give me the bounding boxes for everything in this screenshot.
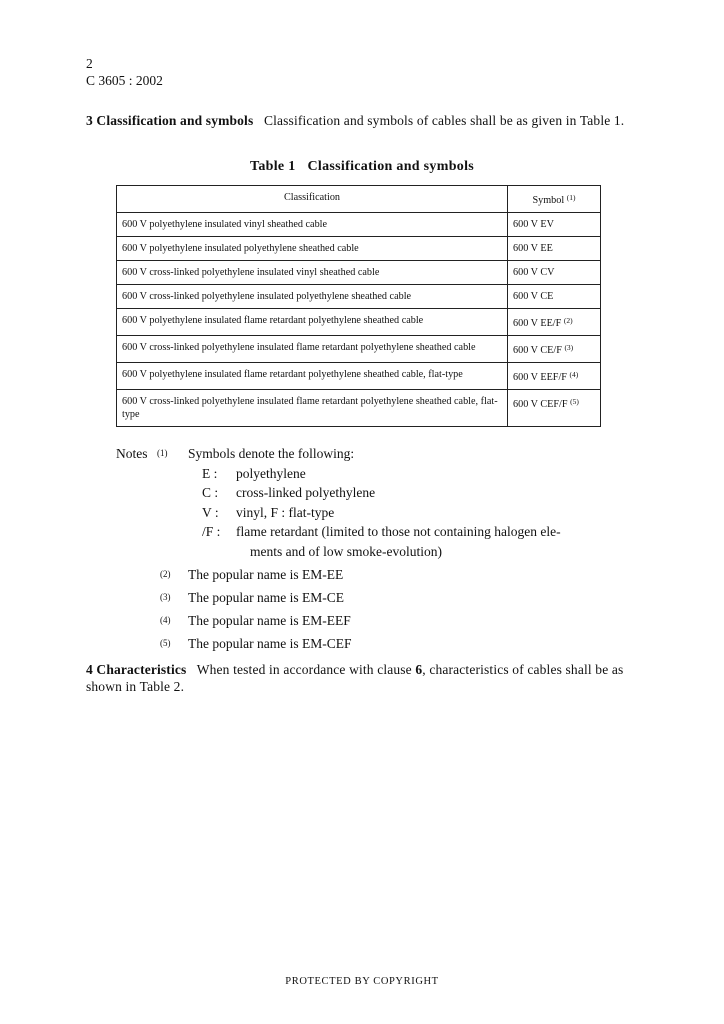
table-1-caption	[0, 159, 724, 175]
section-4-body-before: When tested in accordance with clause	[196, 662, 412, 677]
table-notes	[116, 444, 636, 657]
table-row	[117, 363, 601, 390]
symbol-definition	[116, 503, 636, 523]
footnote	[116, 588, 636, 611]
table-row	[117, 261, 601, 285]
header-classification: Classification	[117, 186, 508, 213]
section-3	[86, 112, 634, 129]
section-4-title: 4 Characteristics	[86, 662, 187, 677]
symbol-value-line-2: ments and of low smoke-evolution)	[250, 543, 442, 559]
page-number: 2	[86, 56, 93, 71]
footnote-mark: (5)	[160, 638, 171, 648]
standard-code: C 3605 : 2002	[86, 73, 163, 88]
table-row	[117, 309, 601, 336]
symbol-text: 600 V EV	[513, 219, 554, 230]
copyright-footer: PROTECTED BY COPYRIGHT	[285, 976, 439, 987]
notes-label: Notes	[116, 446, 148, 461]
symbol-cell	[508, 363, 601, 390]
symbol-cell	[508, 213, 601, 237]
symbol-cell	[508, 309, 601, 336]
notes-intro: Symbols denote the following:	[188, 446, 355, 461]
table-row	[117, 285, 601, 309]
footnote	[116, 565, 636, 588]
classification-cell: 600 V cross-linked polyethylene insulated flame retardant polyethylene sheathed cable	[117, 336, 508, 363]
section-4-body-after: , characteristics of cables shall be as shown in Table 2.	[86, 662, 624, 694]
symbol-text: 600 V EEF/F	[513, 372, 567, 383]
footnote-text: The popular name is EM-CE	[188, 590, 344, 605]
table-1-number: Table 1	[249, 159, 296, 174]
symbol-value-line-1: flame retardant (limited to those not containing halogen ele-	[236, 524, 561, 539]
header-symbol-note: (1)	[566, 193, 576, 202]
footnote	[116, 611, 636, 634]
section-3-title: 3 Classification and symbols	[86, 113, 254, 128]
symbol-cell	[508, 336, 601, 363]
symbol-footnote-mark: (3)	[564, 343, 574, 352]
footnote-mark: (2)	[160, 569, 171, 579]
footnote	[116, 634, 636, 657]
symbol-value: polyethylene	[236, 465, 306, 481]
notes-label-number: (1)	[157, 448, 168, 458]
classification-cell: 600 V cross-linked polyethylene insulated vinyl sheathed cable	[117, 261, 508, 285]
symbol-footnote-mark: (4)	[569, 370, 579, 379]
section-3-body: Classification and symbols of cables shall be as given in Table 1.	[263, 113, 625, 128]
symbol-definition	[116, 522, 636, 561]
symbol-cell	[508, 261, 601, 285]
symbol-footnote-mark: (2)	[563, 316, 573, 325]
table-row	[117, 237, 601, 261]
symbol-cell	[508, 285, 601, 309]
symbol-text: 600 V CE/F	[513, 345, 562, 356]
section-4-clause-ref: 6	[415, 662, 423, 677]
classification-cell: 600 V polyethylene insulated flame retardant polyethylene sheathed cable, flat-type	[117, 363, 508, 390]
symbol-definition	[116, 464, 636, 484]
symbol-text: 600 V EE	[513, 243, 553, 254]
symbol-key: C :	[202, 485, 219, 500]
symbol-text: 600 V CE	[513, 291, 554, 302]
symbol-value: vinyl, F : flat-type	[236, 504, 335, 520]
symbol-definition	[116, 483, 636, 503]
footnote-mark: (4)	[160, 615, 171, 625]
section-4	[86, 661, 634, 695]
table-row	[117, 336, 601, 363]
symbol-key: E :	[202, 465, 218, 481]
header-symbol	[508, 186, 601, 213]
classification-cell: 600 V polyethylene insulated polyethylene sheathed cable	[117, 237, 508, 261]
footnote-text: The popular name is EM-CEF	[188, 636, 352, 651]
symbol-value: cross-linked polyethylene	[236, 485, 376, 500]
symbol-text: 600 V CEF/F	[513, 399, 568, 410]
header-symbol-label: Symbol	[532, 195, 565, 206]
notes-intro-row	[116, 444, 636, 464]
symbol-footnote-mark: (5)	[570, 397, 579, 406]
symbol-key: /F :	[202, 524, 221, 539]
symbol-cell	[508, 390, 601, 427]
page-header	[86, 55, 163, 89]
classification-cell: 600 V polyethylene insulated vinyl sheathed cable	[117, 213, 508, 237]
table-row	[117, 390, 601, 427]
table-1-title: Classification and symbols	[307, 159, 475, 174]
table-row	[117, 213, 601, 237]
footnote-text: The popular name is EM-EE	[188, 567, 344, 582]
table-header-row	[117, 186, 601, 213]
symbol-value	[236, 522, 636, 561]
symbol-cell	[508, 237, 601, 261]
classification-table	[116, 185, 601, 427]
symbol-key: V :	[202, 504, 219, 520]
footnote-text: The popular name is EM-EEF	[188, 613, 351, 628]
classification-cell: 600 V polyethylene insulated flame retardant polyethylene sheathed cable	[117, 309, 508, 336]
symbol-text: 600 V EE/F	[513, 318, 562, 329]
footnote-mark: (3)	[160, 592, 171, 602]
classification-cell: 600 V cross-linked polyethylene insulated polyethylene sheathed cable	[117, 285, 508, 309]
classification-cell: 600 V cross-linked polyethylene insulated flame retardant polyethylene sheathed cable, flat-type	[117, 390, 508, 427]
symbol-text: 600 V CV	[513, 267, 555, 278]
